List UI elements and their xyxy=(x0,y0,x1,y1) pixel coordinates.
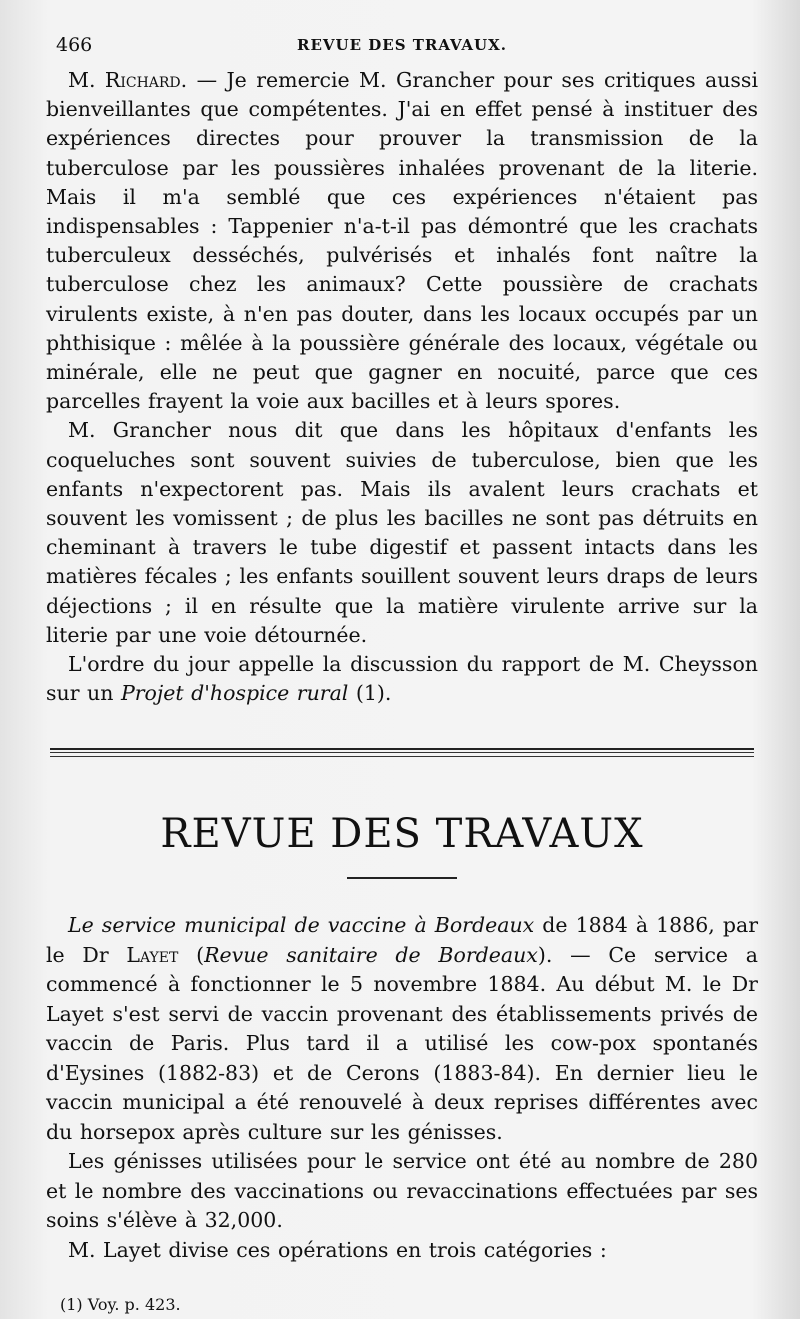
divider-line xyxy=(50,748,754,750)
paragraph-text: de 1884 à 1886, par le Dr xyxy=(46,913,759,967)
title-underline xyxy=(347,877,457,879)
running-title: REVUE DES TRAVAUX. xyxy=(297,36,507,54)
article-title: Le service municipal de vaccine à Bordeaux xyxy=(68,913,535,938)
paragraph-text: ). — Ce service a commencé à fonctionner le 5 novembre 1884. Au début M. le Dr Layet s'est servi de vaccin provenant des établissements privés de vaccin de Paris. Plus tard il a utilisé les cow-pox spontanés d'Eysines (1882-83) et de Cerons (1883-84). En dernier lieu le vaccin municipal a été renouvelé à deux reprises différentes avec du horsepox après culture sur les génisses. xyxy=(46,942,758,1144)
project-title: Projet d'hospice rural xyxy=(120,681,349,706)
footnote: (1) Voy. p. 423. xyxy=(60,1295,181,1315)
paragraph-categories: M. Layet divise ces opérations en trois catégories : xyxy=(68,1237,607,1262)
paragraph-vaccine-service xyxy=(46,911,758,1147)
running-header xyxy=(46,0,758,66)
source-journal: Revue sanitaire de Bordeaux xyxy=(204,942,538,967)
footnote-reference: (1). xyxy=(348,681,392,706)
discussion-text xyxy=(46,66,758,708)
section-title: REVUE DES TRAVAUX xyxy=(160,811,644,858)
paragraph-text: L'ordre du jour appelle la discussion du rapport de M. Cheysson sur un xyxy=(46,652,758,706)
paragraph-text: — Je remercie M. Grancher pour ses critiques aussi bienveillantes que compétentes. J'ai en effet pensé à instituer des expériences directes pour prouver la transmission de la tuberculose par les poussières inhalées provenant de la literie. Mais il m'a semblé que ces expériences n'étaient pas indispensables : Tappenier n'a-t-il pas démontré que les crachats tuberculeux desséchés, pulvérisés et inhalés font naître la tuberculose chez les animaux? Cette poussière de crachats virulents existe, à n'en pas douter, dans les locaux occupés par un phthisique : mêlée à la poussière générale des locaux, végétale ou minérale, elle ne peut que gagner en nocuité, parce que ces parcelles frayent la voie aux bacilles et à leurs spores. xyxy=(46,68,758,414)
section-divider xyxy=(46,748,758,757)
speaker-name: M. Richard. xyxy=(68,68,188,92)
divider-line xyxy=(50,752,754,753)
paragraph-grancher: M. Grancher nous dit que dans les hôpitaux d'enfants les coqueluches sont souvent suivies de tuberculose, bien que les enfants n'expectorent pas. Mais ils avalent leurs crachats et souvent les vomissent ; de plus les bacilles ne sont pas détruits en cheminant à travers le tube digestif et passent intacts dans les matières fécales ; les enfants souillent souvent leurs draps de leurs déjections ; il en résulte que la matière virulente arrive sur la literie par une voie détournée. xyxy=(46,418,758,647)
author-name: Layet xyxy=(126,942,179,967)
paragraph-richard xyxy=(46,66,758,416)
paragraph-text: ( xyxy=(178,942,205,967)
divider-line xyxy=(50,756,754,757)
paragraph-order-of-day xyxy=(46,650,758,708)
paragraph-genisses: Les génisses utilisées pour le service ont été au nombre de 280 et le nombre des vaccinations ou revaccinations effectuées par ses soins s'élève à 32,000. xyxy=(46,1149,758,1233)
review-text xyxy=(46,911,758,1265)
page-number: 466 xyxy=(56,34,93,56)
